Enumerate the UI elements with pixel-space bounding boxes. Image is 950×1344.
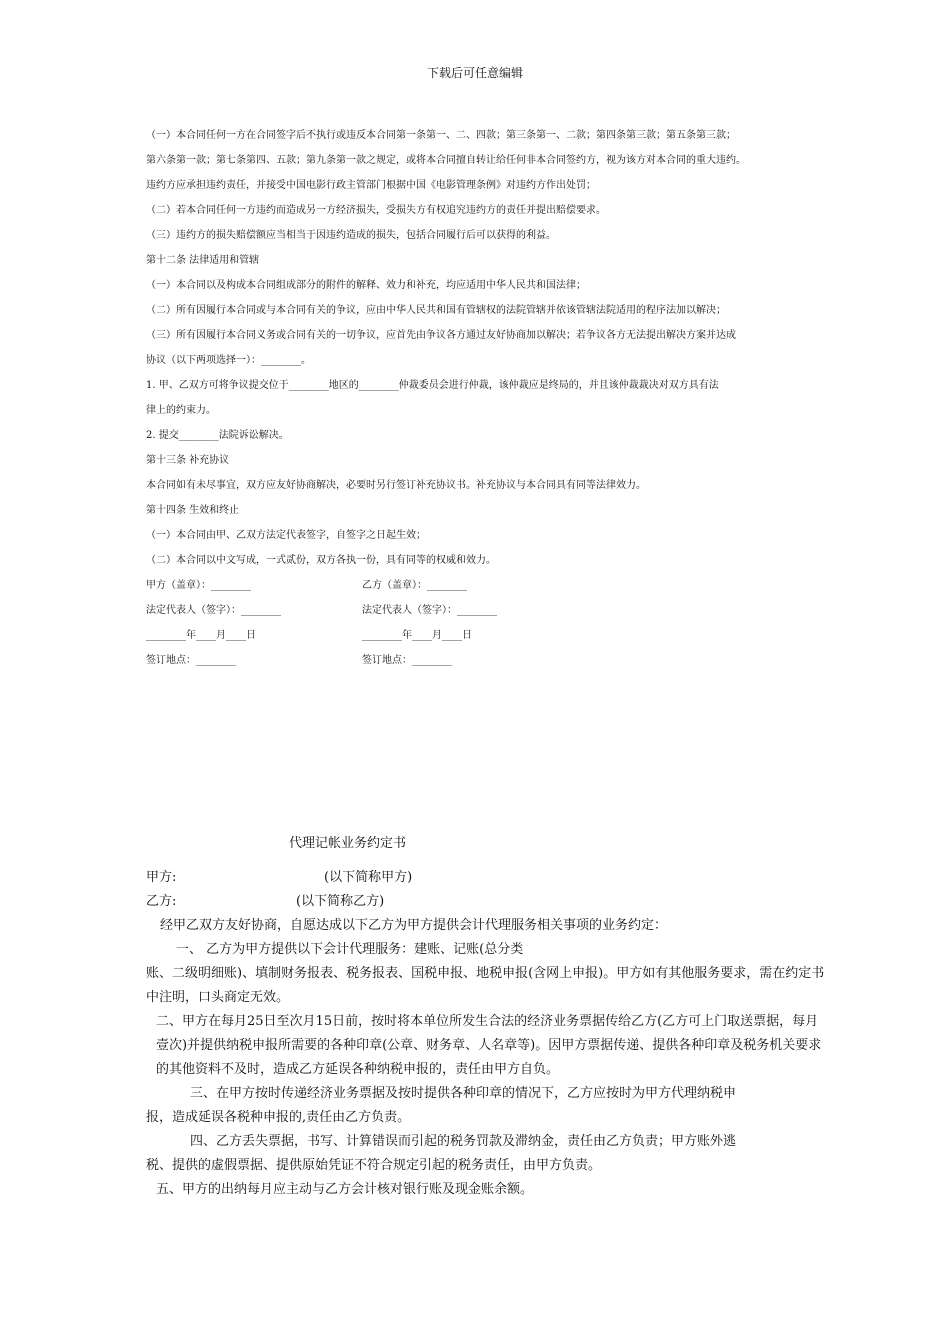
contract-line: 协议（以下两项选择一）：________。 (146, 355, 311, 366)
party-a-representative: 法定代表人（签字）：________ (146, 605, 281, 616)
contract-line: 违约方应承担违约责任，并接受中国电影行政主管部门根据中国《电影管理条例》对违约方作出处罚； (146, 180, 596, 191)
contract-line: 律上的约束力。 (146, 405, 216, 416)
party-b-location: 签订地点：________ (362, 655, 452, 666)
agreement-item-5: 五、甲方的出纳每月应主动与乙方会计核对银行账及现金账余额。 (156, 1182, 534, 1197)
contract-line: 本合同如有未尽事宜，双方应友好协商解决，必要时另行签订补充协议书。补充协议与本合同具有同等法律效力。 (146, 480, 646, 491)
party-a-seal: 甲方（盖章）：________ (146, 580, 251, 591)
contract-line: （二）所有因履行本合同或与本合同有关的争议，应由中华人民共和国有管辖权的法院管辖并依该管辖法院适用的程序法加以解决； (146, 305, 726, 316)
agreement-title: 代理记帐业务约定书 (289, 836, 407, 851)
party-a-date: ________年____月____日 (146, 630, 256, 641)
agreement-item-1: 账、二级明细账)、填制财务报表、税务报表、国税申报、地税申报(含网上申报)。甲方如有其他服务要求，需在约定书中注明，口头商定无效。 (146, 966, 825, 1005)
agreement-item-4: 税、提供的虚假票据、提供原始凭证不符合规定引起的税务责任，由甲方负责。 (146, 1158, 602, 1173)
party-b-note: (以下简称乙方) (296, 894, 385, 909)
agreement-item-4-first-line: 四、乙方丢失票据，书写、计算错误而引起的税务罚款及滞纳金，责任由乙方负责；甲方账外逃 (190, 1134, 737, 1149)
contract-line: 2. 提交________法院诉讼解决。 (146, 430, 289, 441)
contract-line: 第六条第一款；第七条第四、五款；第九条第一款之规定，或将本合同擅自转让给任何非本合同签约方，视为该方对本合同的重大违约。 (146, 155, 746, 166)
party-b-date: ________年____月____日 (362, 630, 472, 641)
contract-line: 1. 甲、乙双方可将争议提交位于________地区的________仲裁委员会进行仲裁，该仲裁应是终局的，并且该仲裁裁决对双方具有法 (146, 380, 719, 391)
signature-row (146, 628, 826, 653)
agreement-item-2: 二、甲方在每月25日至次月15日前，按时将本单位所发生合法的经济业务票据传给乙方(乙方可上门取送票据，每月壹次)并提供纳税申报所需要的各种印章(公章、财务章、人名章等)。因甲方票据传递、提供各种印章及税务机关要求的其他资料不及时，造成乙方延误各种纳税申报的，责任由甲方自负。 (156, 1014, 822, 1077)
section-heading: 第十二条 法律适用和管辖 (146, 255, 260, 266)
contract-line: （一）本合同任何一方在合同签字后不执行或违反本合同第一条第一、二、四款；第三条第一、二款；第四条第三款；第五条第三款； (146, 130, 736, 141)
contract-line: （一）本合同由甲、乙双方法定代表签字，自签字之日起生效； (146, 530, 426, 541)
signature-row (146, 653, 826, 678)
contract-line: （三）所有因履行本合同义务或合同有关的一切争议，应首先由争议各方通过友好协商加以解决；若争议各方无法提出解决方案并达成 (146, 330, 736, 341)
contract-line: （二）本合同以中文写成，一式贰份，双方各执一份，具有同等的权威和效力。 (146, 555, 496, 566)
contract-line: （三）违约方的损失赔偿额应当相当于因违约造成的损失，包括合同履行后可以获得的利益。 (146, 230, 556, 241)
party-b-representative: 法定代表人（签字）：________ (362, 605, 497, 616)
signature-row (146, 603, 826, 628)
signature-row (146, 578, 826, 603)
section-heading: 第十四条 生效和终止 (146, 505, 240, 516)
party-a-location: 签订地点：________ (146, 655, 236, 666)
contract-line: （二）若本合同任何一方违约而造成另一方经济损失，受损失方有权追究违约方的责任并提出赔偿要求。 (146, 205, 606, 216)
contract-line: （一）本合同以及构成本合同组成部分的附件的解释、效力和补充，均应适用中华人民共和国法律； (146, 280, 586, 291)
page-header: 下载后可任意编辑 (426, 66, 523, 80)
party-a-label: 甲方: (146, 870, 177, 885)
section-heading: 第十三条 补充协议 (146, 455, 230, 466)
agreement-item-1-first-line: 一、 乙方为甲方提供以下会计代理服务：建账、记账(总分类 (176, 942, 524, 957)
party-b-line (146, 890, 826, 914)
contract-terms (146, 128, 826, 678)
party-b-label: 乙方: (146, 894, 177, 909)
party-a-line (146, 866, 826, 890)
agreement-item-3-first-line: 三、在甲方按时传递经济业务票据及按时提供各种印章的情况下，乙方应按时为甲方代理纳税申 (190, 1086, 737, 1101)
party-a-note: (以下简称甲方) (324, 870, 413, 885)
agreement-item-3: 报，造成延误各税种申报的,责任由乙方负责。 (146, 1110, 411, 1125)
agreement-intro: 经甲乙双方友好协商，自愿达成以下乙方为甲方提供会计代理服务相关事项的业务约定： (160, 918, 668, 933)
agreement-body (146, 866, 826, 1202)
party-b-seal: 乙方（盖章）：________ (362, 580, 467, 591)
